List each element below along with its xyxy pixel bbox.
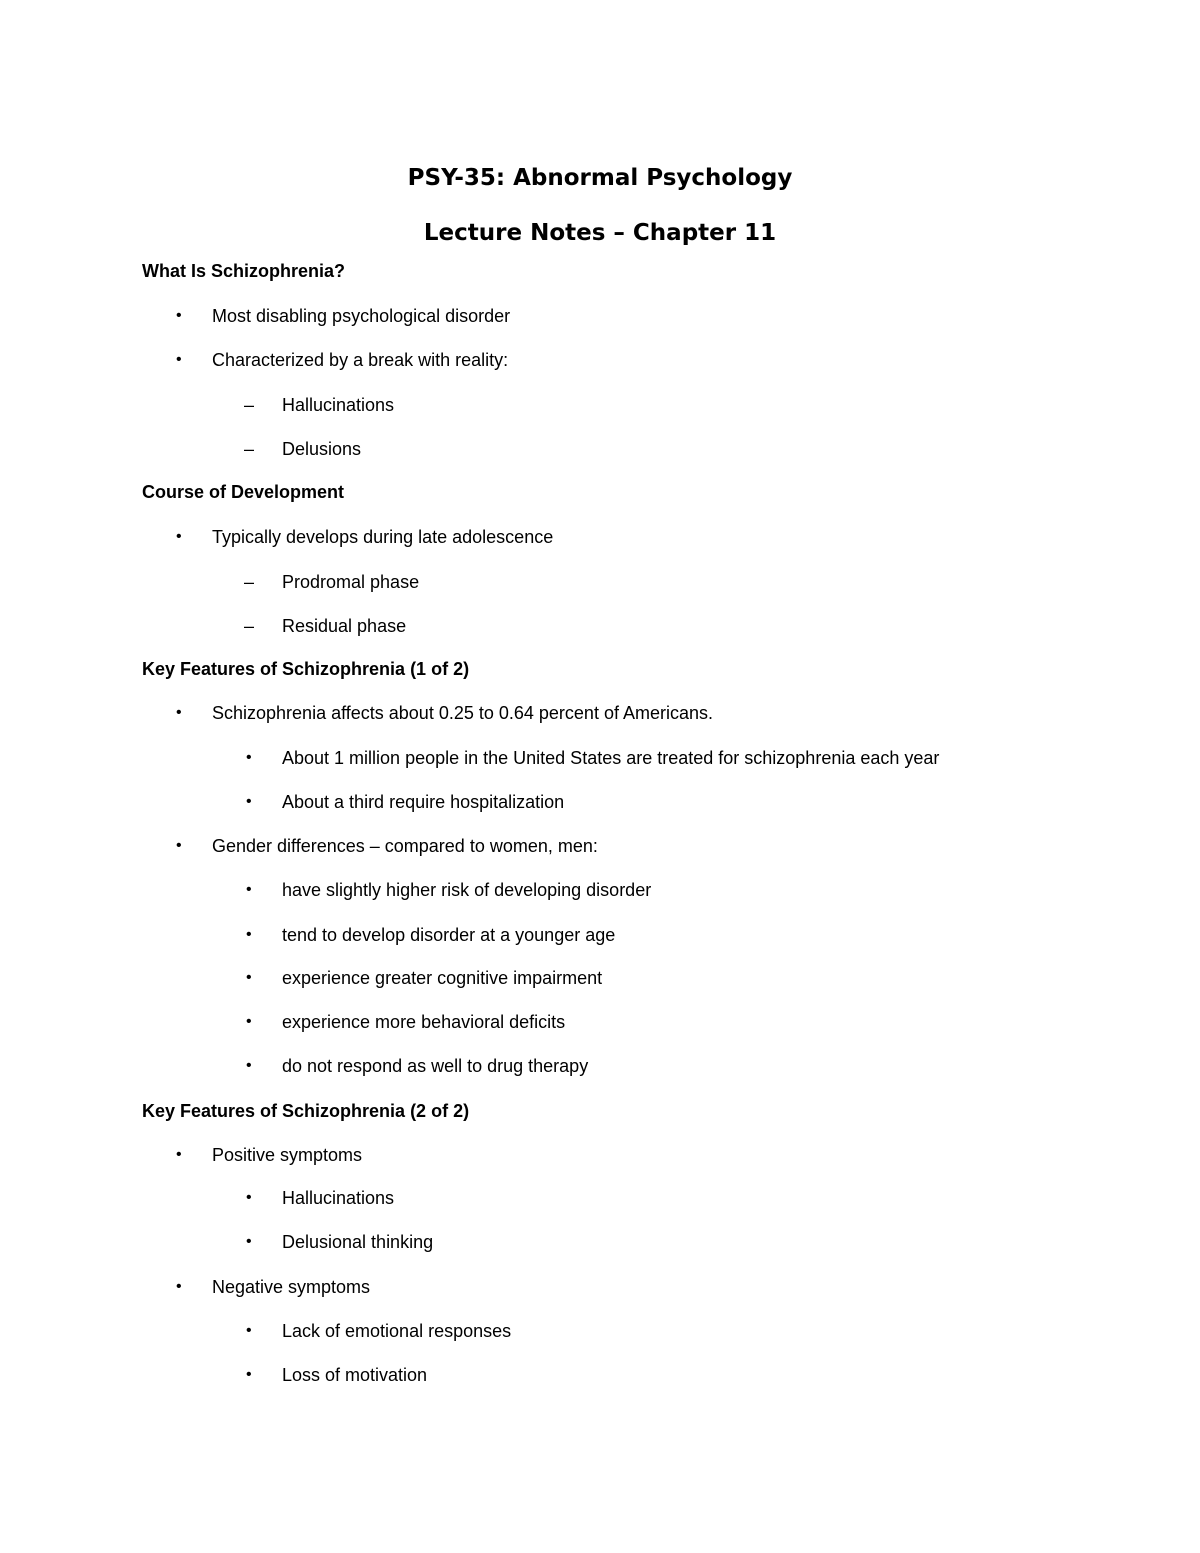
- bullet-marker: •: [246, 969, 252, 986]
- list-item: [246, 1319, 512, 1343]
- bullet-marker: •: [176, 1146, 182, 1163]
- bullet-marker: •: [246, 749, 252, 766]
- list-item: [176, 701, 713, 725]
- list-item-text: Residual phase: [282, 616, 407, 636]
- dash-marker: –: [244, 395, 255, 415]
- bullet-marker: •: [246, 1366, 252, 1383]
- dash-marker: –: [244, 572, 255, 592]
- list-item: [244, 570, 420, 594]
- list-item: [246, 923, 616, 947]
- list-item-text: Prodromal phase: [282, 572, 420, 592]
- bullet-marker: •: [176, 307, 182, 324]
- section-heading: What Is Schizophrenia?: [142, 261, 346, 281]
- list-item-text: Loss of motivation: [282, 1365, 428, 1385]
- bullet-marker: •: [246, 1013, 252, 1030]
- list-item: [246, 1363, 428, 1387]
- bullet-marker: •: [176, 837, 182, 854]
- list-item: [176, 304, 511, 328]
- list-item-text: experience more behavioral deficits: [282, 1012, 566, 1032]
- list-item-text: Schizophrenia affects about 0.25 to 0.64 percent of Americans.: [212, 703, 713, 723]
- list-item-text: Characterized by a break with reality:: [212, 350, 509, 370]
- list-item-text: have slightly higher risk of developing disorder: [282, 880, 652, 900]
- list-item-text: Negative symptoms: [212, 1277, 371, 1297]
- bullet-marker: •: [246, 1233, 252, 1250]
- list-item-text: Most disabling psychological disorder: [212, 306, 511, 326]
- list-item: [246, 1186, 395, 1210]
- list-item: [246, 1054, 589, 1078]
- document-subtitle: Lecture Notes – Chapter 11: [423, 220, 777, 246]
- list-item: [246, 878, 652, 902]
- list-item: [244, 614, 407, 638]
- list-item: [176, 1275, 371, 1299]
- list-item-text: Hallucinations: [282, 395, 395, 415]
- list-item-text: Delusions: [282, 439, 362, 459]
- list-item: [246, 1010, 566, 1034]
- list-item-text: experience greater cognitive impairment: [282, 968, 603, 988]
- section-heading: Course of Development: [142, 482, 345, 502]
- bullet-marker: •: [246, 881, 252, 898]
- bullet-marker: •: [176, 528, 182, 545]
- list-item-text: do not respond as well to drug therapy: [282, 1056, 589, 1076]
- bullet-marker: •: [176, 1278, 182, 1295]
- list-item: [244, 393, 395, 417]
- list-item-text: Lack of emotional responses: [282, 1321, 512, 1341]
- list-item-text: Gender differences – compared to women, men:: [212, 836, 598, 856]
- dash-marker: –: [244, 616, 255, 636]
- bullet-marker: •: [246, 793, 252, 810]
- list-item: [176, 348, 509, 372]
- list-item-text: About a third require hospitalization: [282, 792, 565, 812]
- bullet-marker: •: [246, 926, 252, 943]
- list-item: [176, 525, 554, 549]
- list-item-text: Delusional thinking: [282, 1232, 434, 1252]
- section-heading: Key Features of Schizophrenia (1 of 2): [142, 659, 470, 679]
- list-item: [246, 966, 603, 990]
- section-heading: Key Features of Schizophrenia (2 of 2): [142, 1101, 470, 1121]
- list-item: [246, 1230, 434, 1254]
- bullet-marker: •: [176, 351, 182, 368]
- list-item: [244, 437, 362, 461]
- list-item: [176, 834, 598, 858]
- bullet-marker: •: [246, 1322, 252, 1339]
- list-item: [246, 746, 940, 770]
- list-item-text: tend to develop disorder at a younger age: [282, 925, 616, 945]
- bullet-marker: •: [176, 704, 182, 721]
- list-item-text: Typically develops during late adolescence: [212, 527, 554, 547]
- list-item: [246, 790, 565, 814]
- list-item-text: Positive symptoms: [212, 1145, 363, 1165]
- dash-marker: –: [244, 439, 255, 459]
- document-title: PSY-35: Abnormal Psychology: [407, 165, 793, 191]
- list-item: [176, 1143, 363, 1167]
- bullet-marker: •: [246, 1057, 252, 1074]
- list-item-text: About 1 million people in the United States are treated for schizophrenia each year: [282, 748, 940, 768]
- bullet-marker: •: [246, 1189, 252, 1206]
- list-item-text: Hallucinations: [282, 1188, 395, 1208]
